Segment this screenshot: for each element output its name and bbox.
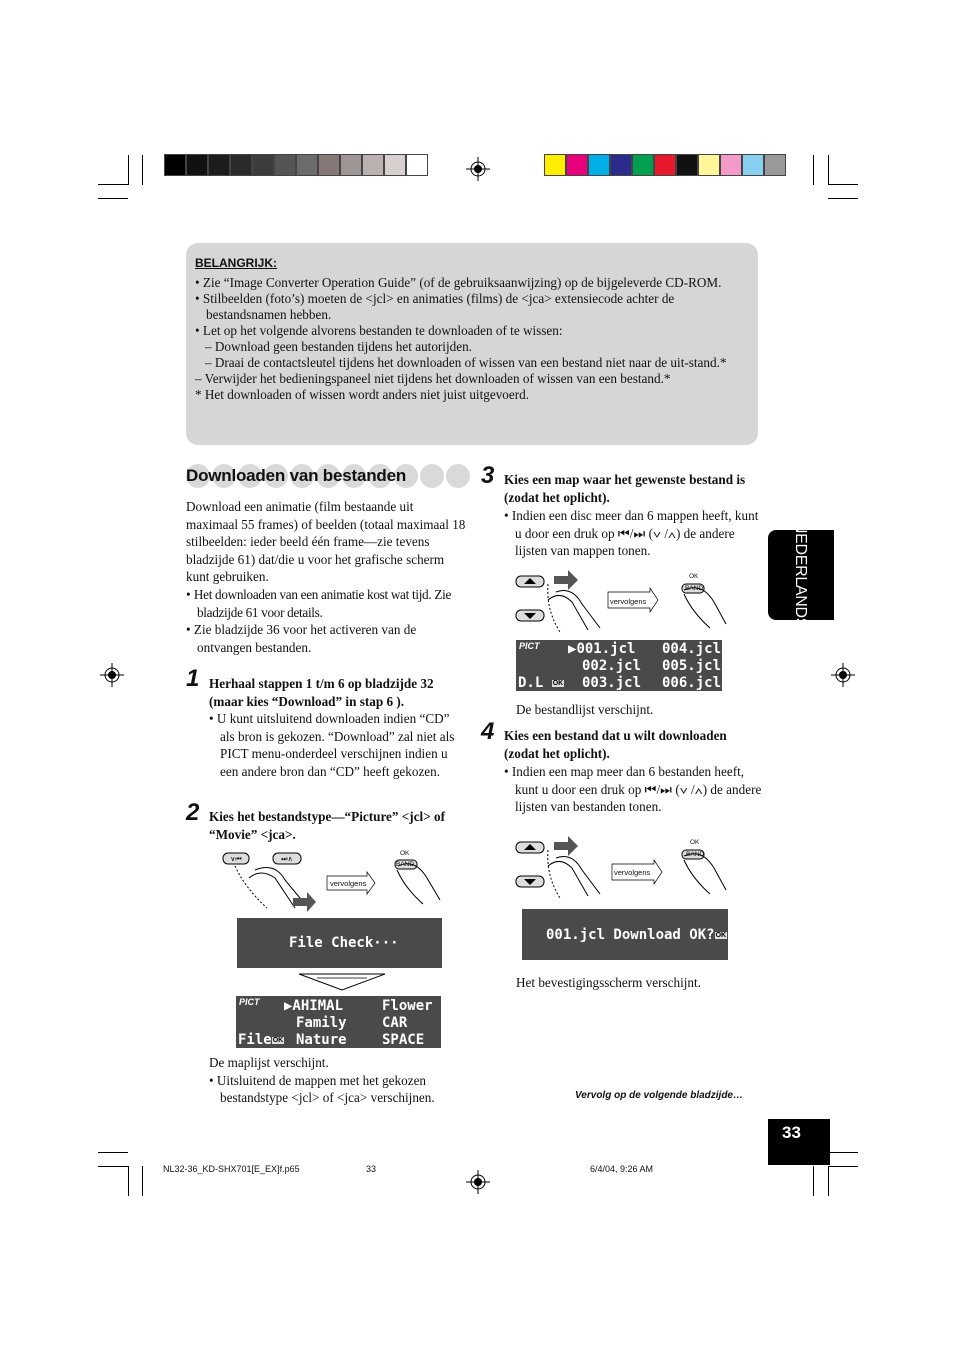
color-swatch: [742, 154, 764, 176]
step-title: Kies een bestand dat u wilt downloaden (zodat het oplicht).: [504, 728, 727, 761]
color-bar: [544, 154, 786, 176]
color-swatch: [230, 154, 252, 176]
color-swatch: [544, 154, 566, 176]
file-item: ▶001.jcl: [568, 641, 636, 657]
important-notice-box: [186, 243, 758, 445]
step-title: Kies een map waar het gewenste bestand is (zodat het oplicht).: [504, 472, 746, 505]
registration-mark-icon: [466, 157, 490, 181]
color-swatch: [588, 154, 610, 176]
intro-text: Download een animatie (film bestaande uit maximaal 55 frames) of beelden (totaal maximaal 18 stilbeelden: ieder beeld één frame—zie tevens bladzijde 61) dat/die u voor het grafische scherm kunt gebruiken.: [186, 499, 466, 585]
display-left-label: D.L OK: [518, 675, 564, 691]
step-body: • Indien een disc meer dan 6 mappen heeft, kunt u door een druk op ⏮/⏭ (∨ /∧) de andere lijsten van mappen tonen.: [504, 508, 759, 559]
display-left-label: FileOK: [238, 1032, 284, 1048]
ok-label: OK: [689, 573, 699, 580]
intro-bullet: • Zie bladzijde 36 voor het activeren van de ontvangen bestanden.: [186, 622, 417, 655]
color-swatch: [362, 154, 384, 176]
file-list-display: [516, 640, 722, 691]
language-tab: [768, 521, 834, 629]
band-label: BAND: [396, 861, 415, 868]
pict-label: PICT: [239, 997, 260, 1007]
important-line: • Zie “Image Converter Operation Guide” (of de gebruiksaanwijzing) op de bijgeleverde CD-ROM.: [195, 275, 722, 290]
color-swatch: [654, 154, 676, 176]
step-title: Kies het bestandstype—“Picture” <jcl> of “Movie” <jca>.: [209, 809, 446, 842]
color-swatch: [676, 154, 698, 176]
ok-badge: OK: [715, 931, 727, 939]
file-check-display: [237, 918, 442, 968]
file-item: 004.jcl: [662, 641, 722, 657]
color-swatch: [296, 154, 318, 176]
file-item: 003.jcl: [582, 675, 642, 691]
section-intro: [186, 498, 466, 656]
confirm-display: [522, 909, 728, 960]
important-line: – Verwijder het bedieningspaneel niet tijdens het downloaden of wissen van een bestand.*: [195, 371, 671, 386]
band-label: BAND: [686, 851, 705, 858]
important-line: – Download geen bestanden tijdens het autorijden.: [205, 339, 472, 354]
result-bullet: • Uitsluitend de mappen met het gekozen bestandstype <jcl> of <jca> verschijnen.: [209, 1072, 435, 1106]
color-swatch: [764, 154, 786, 176]
file-item: 006.jcl: [662, 675, 722, 691]
color-swatch: [566, 154, 588, 176]
confirm-text: 001.jcl Download OK?OK: [546, 927, 727, 943]
vervolgens-label: vervolgens: [614, 868, 651, 877]
folder-list-display: [236, 996, 441, 1048]
color-swatch: [340, 154, 362, 176]
page-number: 33: [768, 1119, 830, 1165]
folder-item: Flower: [382, 998, 433, 1014]
step-body: • Indien een map meer dan 6 bestanden heeft, kunt u door een druk op ⏮/⏭ (∨ /∧) de andere lijsten van bestanden tonen.: [504, 764, 762, 815]
registration-mark-icon: [100, 663, 124, 687]
language-tab-label: NEDERLANDS: [792, 521, 809, 629]
color-swatch: [720, 154, 742, 176]
color-swatch: [252, 154, 274, 176]
color-swatch: [318, 154, 340, 176]
folder-item: Family: [296, 1015, 347, 1031]
color-swatch: [632, 154, 654, 176]
ok-badge: OK: [552, 679, 564, 687]
important-line: – Draai de contactsleutel tijdens het downloaden of wissen van een bestand niet naar de uit-stand.*: [205, 355, 727, 370]
section-title: Downloaden van bestanden: [186, 466, 407, 485]
color-swatch: [610, 154, 632, 176]
ok-badge: OK: [272, 1036, 284, 1044]
ok-label: OK: [400, 850, 410, 857]
svg-text:⏭∧: ⏭∧: [281, 855, 293, 863]
footer-filename: NL32-36_KD-SHX701[E_EX]f.p65: [163, 1164, 300, 1174]
file-item: 002.jcl: [582, 658, 642, 674]
folder-item: Nature: [296, 1032, 347, 1048]
folder-item: CAR: [382, 1015, 408, 1031]
color-swatch: [698, 154, 720, 176]
gray-scale-bar: [164, 154, 428, 176]
band-label: BAND: [685, 585, 704, 592]
footer-date: 6/4/04, 9:26 AM: [590, 1164, 654, 1174]
footer-page: 33: [366, 1164, 377, 1174]
important-line: * Het downloaden of wissen wordt anders niet juist uitgevoerd.: [195, 387, 530, 402]
ok-label: OK: [690, 839, 700, 846]
pict-label: PICT: [519, 641, 540, 651]
step4-result: Het bevestigingsscherm verschijnt.: [516, 975, 701, 990]
folder-item: ▶AHIMAL: [284, 998, 344, 1014]
result-text: De maplijst verschijnt.: [209, 1055, 329, 1070]
step-number: 3: [481, 462, 495, 489]
important-line: • Stilbeelden (foto’s) moeten de <jcl> en animaties (films) de <jca> extensiecode achter de bestandsnamen hebben.: [195, 291, 675, 322]
step-number: 2: [186, 799, 200, 826]
color-swatch: [164, 154, 186, 176]
step-number: 1: [186, 665, 200, 692]
down-arrow-icon: [297, 972, 387, 992]
file-check-text: File Check···: [289, 935, 399, 951]
vervolgens-label: vervolgens: [610, 597, 647, 606]
color-swatch: [186, 154, 208, 176]
important-line: • Let op het volgende alvorens bestanden te downloaden of te wissen:: [195, 323, 563, 338]
step2-result: [209, 1054, 464, 1107]
registration-mark-icon: [831, 663, 855, 687]
vervolgens-label: vervolgens: [330, 879, 367, 888]
color-swatch: [384, 154, 406, 176]
color-swatch: [406, 154, 428, 176]
color-swatch: [274, 154, 296, 176]
intro-bullet: • Het downloaden van een animatie kost wat tijd. Zie bladzijde 61 voor details.: [186, 586, 452, 620]
svg-text:∨⏮: ∨⏮: [230, 855, 242, 863]
folder-item: SPACE: [382, 1032, 425, 1048]
step-number: 4: [481, 718, 495, 745]
step-title: Herhaal stappen 1 t/m 6 op bladzijde 32 (maar kies “Download” in stap 6 ).: [209, 676, 434, 709]
registration-mark-icon: [466, 1170, 490, 1194]
continue-note: Vervolg op de volgende bladzijde…: [575, 1090, 743, 1101]
important-title: BELANGRIJK:: [195, 256, 278, 270]
color-swatch: [208, 154, 230, 176]
file-item: 005.jcl: [662, 658, 722, 674]
step3-result: De bestandlijst verschijnt.: [516, 702, 654, 717]
step-body: • U kunt uitsluitend downloaden indien “CD” als bron is gekozen. “Download” zal niet als PICT menu-onderdeel verschijnen indien u een andere bron dan “CD” heeft gekozen.: [209, 711, 455, 779]
